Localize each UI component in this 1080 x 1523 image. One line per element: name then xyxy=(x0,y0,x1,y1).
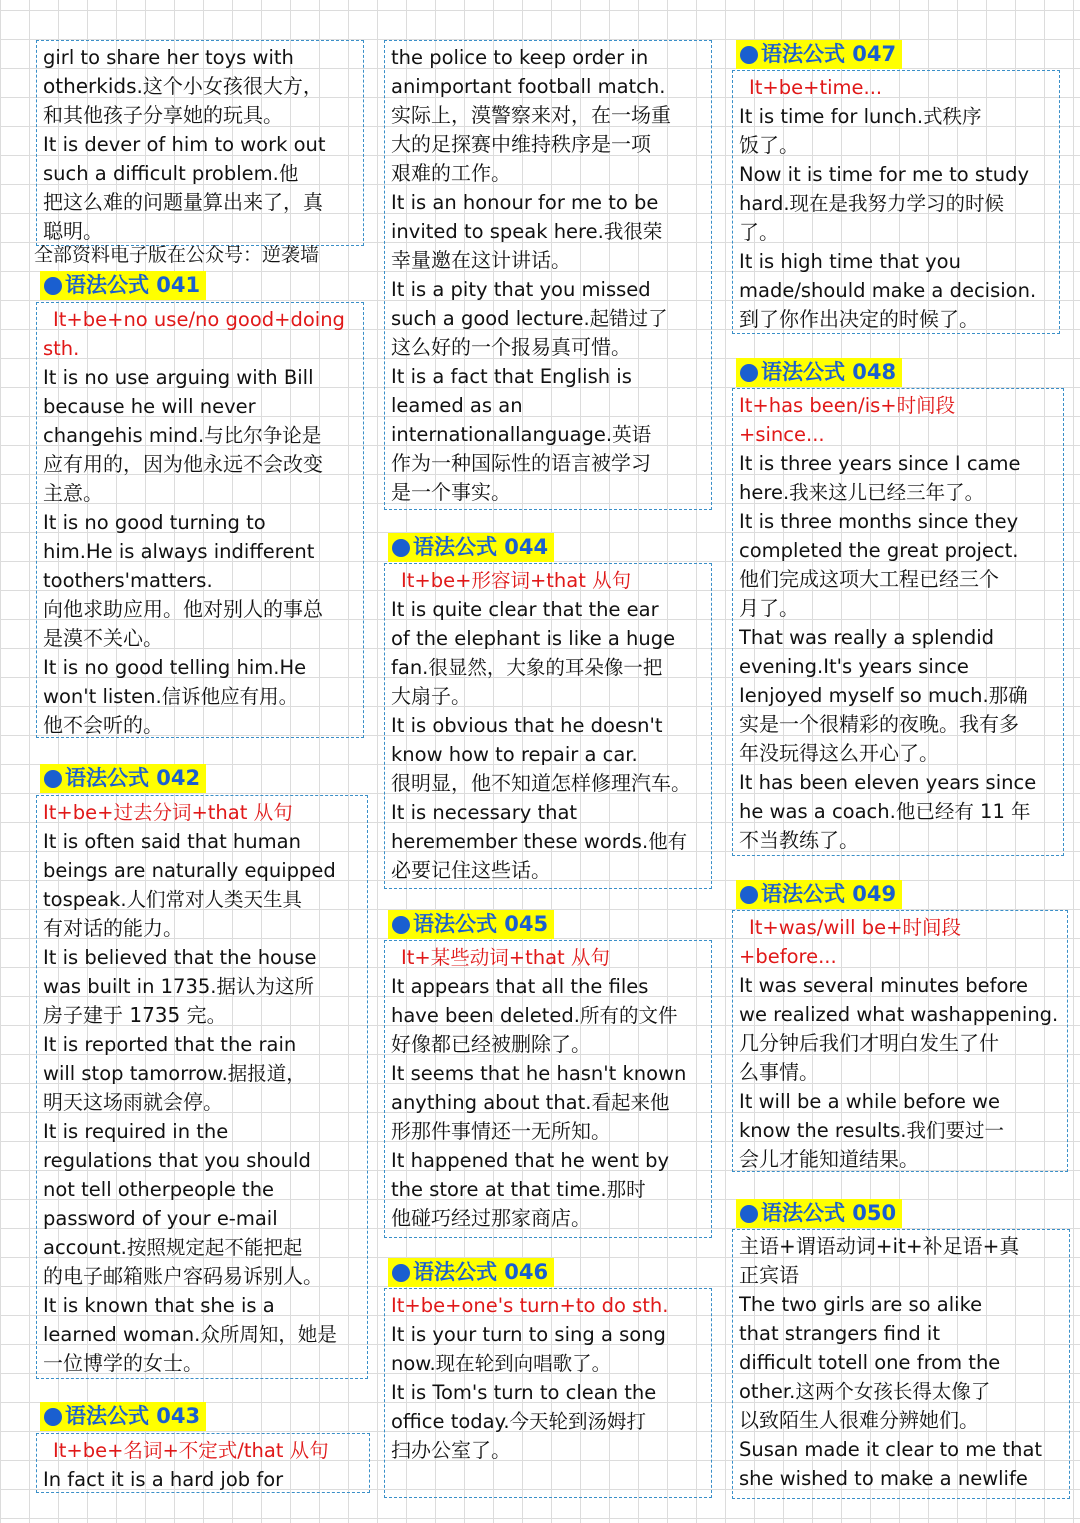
text-line: him.He is always indifferent xyxy=(43,540,315,563)
bullet-icon xyxy=(740,46,758,64)
text-line: Now it is time for me to study xyxy=(739,163,1030,186)
formula-line: It+be+过去分词+that 从句 xyxy=(43,801,293,824)
text-line: 实际上，漠警察来对，在一场重 xyxy=(391,103,671,127)
text-line: office today.今天轮到汤姆打 xyxy=(391,1410,647,1433)
text-line: completed the great project. xyxy=(739,539,1019,562)
text-line: It appears that all the files xyxy=(391,975,649,998)
text-line: 艰难的工作。 xyxy=(391,161,511,185)
text-line: It is three months since they xyxy=(739,510,1019,533)
text-line: It is no good telling him.He xyxy=(43,656,307,679)
bullet-icon xyxy=(740,886,758,904)
text-line: 以致陌生人很难分辨她们。 xyxy=(739,1408,979,1432)
text-line: It is no use arguing with Bill xyxy=(43,366,314,389)
text-line: It is a fact that English is xyxy=(391,365,632,388)
text-line: It is time for lunch.式秩序 xyxy=(739,105,982,128)
text-line: otherkids.这个小女孩很大方， xyxy=(43,74,323,98)
text-line: leamed as an xyxy=(391,394,523,417)
text-line: It is believed that the house xyxy=(43,946,317,969)
text-line: It is an honour for me to be xyxy=(391,191,659,214)
text-line: That was really a splendid xyxy=(739,626,995,649)
text-line: 他们完成这项大工程已经三个 xyxy=(739,567,999,591)
text-line: It is high time that you xyxy=(739,250,961,273)
text-line: 正宾语 xyxy=(739,1263,799,1287)
text-line: 是漠不关心。 xyxy=(43,626,163,650)
text-line: won't listen.信诉他应有用。 xyxy=(43,685,299,708)
text-line: have been deleted.所有的文件 xyxy=(391,1004,678,1027)
section-041-box xyxy=(36,302,364,738)
text-line: anything about that.看起来他 xyxy=(391,1091,670,1114)
source-note: 全部资料电子版在公众号：逆袭墙 xyxy=(34,244,320,266)
section-048-box xyxy=(732,388,1064,856)
text-line: Ienjoyed myself so much.那确 xyxy=(739,684,1028,707)
text-line: other.这两个女孩长得太像了 xyxy=(739,1380,991,1403)
text-line: account.按照规定起不能把起 xyxy=(43,1236,303,1259)
text-line: It is required in the xyxy=(43,1120,229,1143)
formula-line: It+be+no use/no good+doing xyxy=(53,308,345,331)
text-line: 是一个事实。 xyxy=(391,480,511,504)
text-line: know how to repair a car. xyxy=(391,743,638,766)
text-line: the police to keep order in xyxy=(391,46,649,69)
text-line: made/should make a decision. xyxy=(739,279,1037,302)
formula-line: It+be+形容词+that 从句 xyxy=(401,569,632,592)
text-line: 年没玩得这么开心了。 xyxy=(739,741,939,765)
text-line: was built in 1735.据认为这所 xyxy=(43,975,314,998)
text-line: animportant football match. xyxy=(391,75,666,98)
text-line: 几分钟后我们才明白发生了什 xyxy=(739,1031,999,1055)
section-050-box xyxy=(732,1229,1070,1499)
section-041-heading: 语法公式 041 xyxy=(40,271,206,300)
formula-line: sth. xyxy=(43,337,80,360)
section-047-heading: 语法公式 047 xyxy=(736,40,902,69)
text-line: 了。 xyxy=(739,220,779,244)
text-line: It was several minutes before xyxy=(739,974,1029,997)
text-line: It is often said that human xyxy=(43,830,301,853)
text-line: evening.It's years since xyxy=(739,655,969,678)
formula-line: It+was/will be+时间段 xyxy=(749,916,961,939)
text-line: 房子建于 1735 完。 xyxy=(43,1003,227,1027)
text-line: 月了。 xyxy=(739,596,799,620)
text-line: It is necessary that xyxy=(391,801,578,824)
text-line: such a good lecture.起错过了 xyxy=(391,307,668,330)
bullet-icon xyxy=(392,539,410,557)
section-044-box xyxy=(384,563,712,889)
section-042-heading: 语法公式 042 xyxy=(40,764,206,793)
text-line: we realized what washappening. xyxy=(739,1003,1059,1026)
text-line: 大扇子。 xyxy=(391,684,471,708)
text-line: It will be a while before we xyxy=(739,1090,1000,1113)
text-line: It is Tom's turn to clean the xyxy=(391,1381,657,1404)
section-049-heading: 语法公式 049 xyxy=(736,880,902,909)
text-line: It seems that he hasn't known xyxy=(391,1062,687,1085)
text-line: 很明显，他不知道怎样修理汽车。 xyxy=(391,771,691,795)
text-line: 明天这场雨就会停。 xyxy=(43,1090,223,1114)
text-line: 好像都已经被删除了。 xyxy=(391,1032,591,1056)
text-line: heremember these words.他有 xyxy=(391,830,688,853)
text-line: of the elephant is like a huge xyxy=(391,627,676,650)
col2-top-box xyxy=(384,40,712,510)
text-line: 他碰巧经过那家商店。 xyxy=(391,1206,591,1230)
text-line: beings are naturally equipped xyxy=(43,859,336,882)
formula-line: It+某些动词+that 从句 xyxy=(401,946,610,969)
text-line: 聪明。 xyxy=(43,219,103,243)
section-047-box xyxy=(732,70,1060,334)
text-line: that strangers find it xyxy=(739,1322,940,1345)
bullet-icon xyxy=(392,916,410,934)
text-line: now.现在轮到向唱歌了。 xyxy=(391,1352,612,1375)
bullet-icon xyxy=(44,1408,62,1426)
bullet-icon xyxy=(44,770,62,788)
text-line: password of your e-mail xyxy=(43,1207,278,1230)
section-048-heading: 语法公式 048 xyxy=(736,358,902,387)
text-line: will stop tamorrow.据报道， xyxy=(43,1062,306,1085)
text-line: The two girls are so alike xyxy=(739,1293,983,1316)
text-line: know the results.我们要过一 xyxy=(739,1119,1004,1142)
text-line: 和其他孩子分享她的玩具。 xyxy=(43,103,283,127)
text-line: he was a coach.他已经有 11 年 xyxy=(739,800,1031,823)
formula-line: It+be+名词+不定式/that 从句 xyxy=(53,1439,329,1462)
text-line: It happened that he went by xyxy=(391,1149,670,1172)
section-046-heading: 语法公式 046 xyxy=(388,1258,554,1287)
text-line: she wished to make a newlife xyxy=(739,1467,1028,1490)
text-line: learned woman.众所周知，她是 xyxy=(43,1323,337,1346)
text-line: 饭了。 xyxy=(739,133,799,157)
bullet-icon xyxy=(44,277,62,295)
text-line: 不当教练了。 xyxy=(739,828,859,852)
text-line: It is three years since I came xyxy=(739,452,1021,475)
section-049-box xyxy=(732,910,1068,1172)
text-line: In fact it is a hard job for xyxy=(43,1468,284,1491)
text-line: Susan made it clear to me that xyxy=(739,1438,1043,1461)
section-042-box xyxy=(36,795,368,1379)
section-043-box xyxy=(36,1433,370,1493)
text-line: It has been eleven years since xyxy=(739,771,1037,794)
section-045-box xyxy=(384,940,712,1238)
formula-line: +since... xyxy=(739,423,825,446)
text-line: tospeak.人们常对人类天生具 xyxy=(43,888,303,911)
text-line: toothers'matters. xyxy=(43,569,213,592)
text-line: It is dever of him to work out xyxy=(43,133,326,156)
text-line: such a difficult problem.他 xyxy=(43,162,299,185)
text-line: 形那件事情还一无所知。 xyxy=(391,1119,611,1143)
text-line: here.我来这儿已经三年了。 xyxy=(739,481,985,504)
text-line: 向他求助应用。他对别人的事总 xyxy=(43,597,323,621)
text-line: 幸量邀在这计讲话。 xyxy=(391,248,571,272)
text-line: 主意。 xyxy=(43,481,103,505)
text-line: 把这么难的问题量算出来了，真 xyxy=(43,190,323,214)
text-line: 有对话的能力。 xyxy=(43,916,183,940)
formula-line: It+be+time... xyxy=(749,76,883,99)
text-line: It is your turn to sing a song xyxy=(391,1323,666,1346)
text-line: It is quite clear that the ear xyxy=(391,598,659,621)
text-line: 这么好的一个报易真可惜。 xyxy=(391,335,631,359)
text-line: 的电子邮箱账户容码易诉别人。 xyxy=(43,1264,323,1288)
text-line: It is a pity that you missed xyxy=(391,278,651,301)
text-line: 扫办公室了。 xyxy=(391,1438,511,1462)
text-line: changehis mind.与比尔争论是 xyxy=(43,424,322,447)
bullet-icon xyxy=(392,1264,410,1282)
col1-top-box xyxy=(36,40,364,246)
text-line: It is obvious that he doesn't xyxy=(391,714,663,737)
text-line: 一位博学的女士。 xyxy=(43,1351,203,1375)
text-line: It is reported that the rain xyxy=(43,1033,297,1056)
text-line: difficult totell one from the xyxy=(739,1351,1001,1374)
section-050-heading: 语法公式 050 xyxy=(736,1199,902,1228)
bullet-icon xyxy=(740,1205,758,1223)
section-044-heading: 语法公式 044 xyxy=(388,533,554,562)
text-line: 他不会听的。 xyxy=(43,713,163,737)
text-line: 到了你作出决定的时候了。 xyxy=(739,307,979,331)
text-line: hard.现在是我努力学习的时候 xyxy=(739,192,1005,215)
text-line: invited to speak here.我很荣 xyxy=(391,220,663,243)
formula-line: It+be+one's turn+to do sth. xyxy=(391,1294,669,1317)
text-line: 必要记住这些话。 xyxy=(391,858,551,882)
text-line: It is known that she is a xyxy=(43,1294,275,1317)
section-046-box xyxy=(384,1288,712,1498)
section-045-heading: 语法公式 045 xyxy=(388,910,554,939)
text-line: 作为一种国际性的语言被学习 xyxy=(391,451,651,475)
bullet-icon xyxy=(740,364,758,382)
text-line: girl to share her toys with xyxy=(43,46,294,69)
text-line: 主语+谓语动词+it+补足语+真 xyxy=(739,1234,1020,1258)
text-line: the store at that time.那时 xyxy=(391,1178,646,1201)
section-043-heading: 语法公式 043 xyxy=(40,1402,206,1431)
formula-line: It+has been/is+时间段 xyxy=(739,394,956,417)
text-line: internationallanguage.英语 xyxy=(391,423,652,446)
text-line: because he will never xyxy=(43,395,256,418)
text-line: not tell otherpeople the xyxy=(43,1178,275,1201)
text-line: regulations that you should xyxy=(43,1149,311,1172)
text-line: 应有用的，因为他永远不会改变 xyxy=(43,452,323,476)
text-line: 么事情。 xyxy=(739,1060,819,1084)
text-line: fan.很显然，大象的耳朵像一把 xyxy=(391,656,663,679)
text-line: 会儿才能知道结果。 xyxy=(739,1147,919,1171)
text-line: It is no good turning to xyxy=(43,511,266,534)
text-line: 大的足探赛中维持秩序是一项 xyxy=(391,132,651,156)
formula-line: +before... xyxy=(739,945,837,968)
text-line: 实是一个很精彩的夜晚。我有多 xyxy=(739,712,1019,736)
